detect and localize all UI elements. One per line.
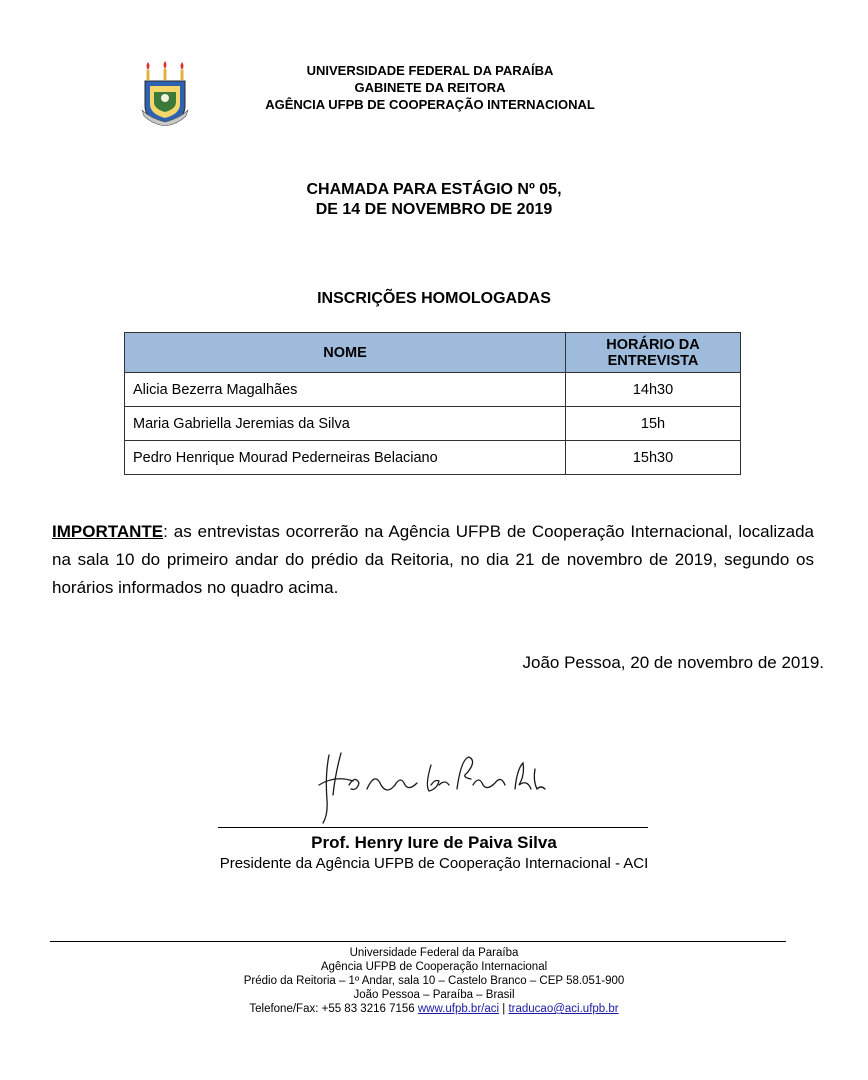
interview-time: 15h	[566, 407, 741, 441]
footer-email-link[interactable]: traducao@aci.ufpb.br	[508, 1003, 619, 1015]
place-and-date: João Pessoa, 20 de novembro de 2019.	[522, 653, 824, 672]
footer-city: João Pessoa – Paraíba – Brasil	[353, 989, 515, 1001]
footer-agency: Agência UFPB de Cooperação Internacional	[320, 961, 548, 973]
candidate-name: Pedro Henrique Mourad Pederneiras Belaciano	[125, 441, 566, 475]
institution-header	[190, 62, 670, 113]
header-office: GABINETE DA REITORA	[354, 80, 506, 95]
footer-separator: |	[502, 1003, 506, 1015]
footer-phone: Telefone/Fax: +55 83 3216 7156	[249, 1003, 415, 1015]
candidates-table	[124, 332, 741, 475]
candidate-name: Maria Gabriella Jeremias da Silva	[125, 407, 566, 441]
signatory-name: Prof. Henry Iure de Paiva Silva	[311, 833, 557, 852]
table-row	[125, 373, 741, 407]
interview-time: 14h30	[566, 373, 741, 407]
ufpb-logo-icon	[140, 60, 190, 126]
footer-university: Universidade Federal da Paraíba	[349, 947, 519, 959]
table-row	[125, 407, 741, 441]
signatory-role: Presidente da Agência UFPB de Cooperação Internacional - ACI	[219, 855, 649, 872]
header-agency: AGÊNCIA UFPB DE COOPERAÇÃO INTERNACIONAL	[265, 97, 595, 112]
interview-time: 15h30	[566, 441, 741, 475]
table-row	[125, 441, 741, 475]
important-label: IMPORTANTE	[52, 522, 164, 541]
important-notice	[52, 518, 814, 602]
handwritten-signature	[305, 745, 555, 825]
column-header-time-line-2: ENTREVISTA	[607, 352, 699, 369]
page-footer	[0, 946, 868, 1016]
table-header-row	[125, 333, 741, 373]
title-line-2: DE 14 DE NOVEMBRO DE 2019	[315, 201, 553, 218]
column-header-time-line-1: HORÁRIO DA	[606, 336, 700, 353]
footer-contact	[0, 1002, 868, 1016]
header-university: UNIVERSIDADE FEDERAL DA PARAÍBA	[306, 63, 554, 78]
signature-line	[218, 827, 648, 828]
column-header-name: NOME	[125, 333, 566, 373]
section-title: INSCRIÇÕES HOMOLOGADAS	[317, 290, 551, 307]
column-header-time	[566, 333, 741, 373]
footer-website-link[interactable]: www.ufpb.br/aci	[417, 1003, 500, 1015]
title-line-1: CHAMADA PARA ESTÁGIO Nº 05,	[306, 181, 562, 198]
footer-divider	[50, 941, 786, 942]
footer-address: Prédio da Reitoria – 1º Andar, sala 10 – Castelo Branco – CEP 58.051-900	[243, 975, 625, 987]
notice-text: : as entrevistas ocorrerão na Agência UFPB de Cooperação Internacional, localizada na sala 10 do primeiro andar do prédio da Reitoria, no dia 21 de novembro de 2019, segundo os horários informados no quadro acima.	[52, 522, 814, 597]
document-title	[0, 180, 868, 220]
candidate-name: Alicia Bezerra Magalhães	[125, 373, 566, 407]
